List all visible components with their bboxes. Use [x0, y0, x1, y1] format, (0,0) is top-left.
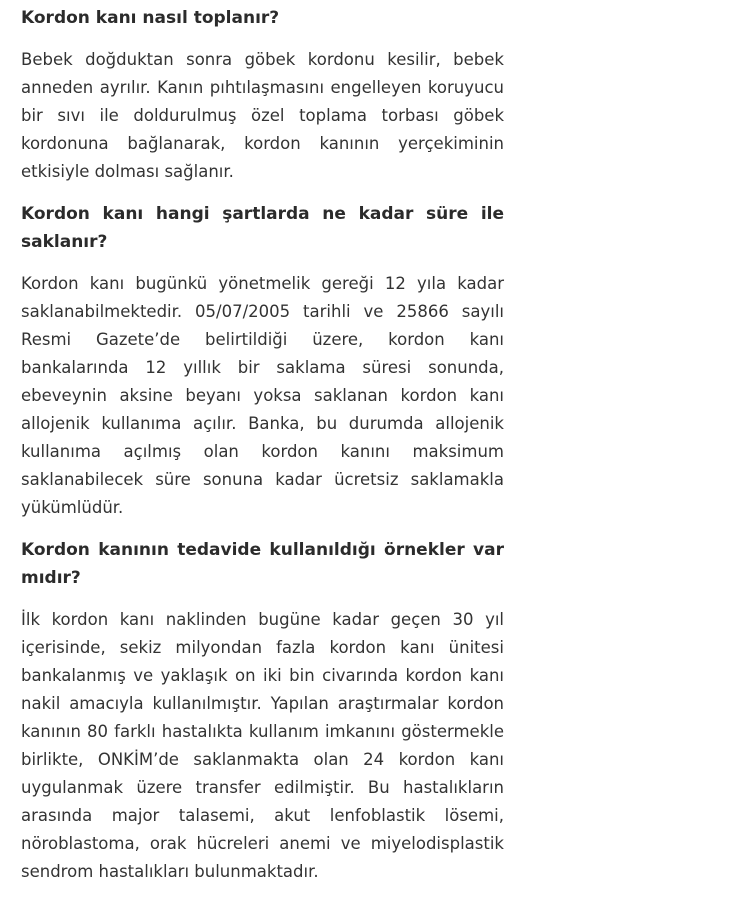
section-body-storage: Kordon kanı bugünkü yönetmelik gereği 12 yıla kadar saklanabilmektedir. 05/07/2005 tarihli ve 25866 sayılı Resmi Gazete’de belirtildiği üzere, kordon kanı bankalarında 12 yıllık bir saklama süresi sonunda, ebeveynin aksine beyanı yoksa saklanan kordon kanı allojenik kullanıma açılır. Banka, bu durumda allojenik kullanıma açılmış olan kordon kanını maksimum saklanabilecek süre sonuna kadar ücretsiz saklamakla yükümlüdür. [21, 274, 504, 517]
section-heading-collection: Kordon kanı nasıl toplanır? [21, 8, 280, 28]
article-content [21, 4, 504, 900]
section-heading-treatment: Kordon kanının tedavide kullanıldığı örnekler var mıdır? [21, 540, 504, 588]
section-body-treatment: İlk kordon kanı naklinden bugüne kadar geçen 30 yıl içerisinde, sekiz milyondan fazla kordon kanı ünitesi bankalanmış ve yaklaşık on iki bin civarında kordon kanı nakil amacıyla kullanılmıştır. Yapılan araştırmalar kordon kanının 80 farklı hastalıkta kullanım imkanını göstermekle birlikte, ONKİM’de saklanmakta olan 24 kordon kanı uygulanmak üzere transfer edilmiştir. Bu hastalıkların arasında major talasemi, akut lenfoblastik lösemi, nöroblastoma, orak hücreleri anemi ve miyelodisplastik sendrom hastalıkları bulunmaktadır. [21, 610, 504, 881]
section-heading-storage: Kordon kanı hangi şartlarda ne kadar süre ile saklanır? [21, 204, 504, 252]
section-body-collection: Bebek doğduktan sonra göbek kordonu kesilir, bebek anneden ayrılır. Kanın pıhtılaşmasını engelleyen koruyucu bir sıvı ile doldurulmuş özel toplama torbası göbek kordonuna bağlanarak, kordon kanının yerçekiminin etkisiyle dolması sağlanır. [21, 50, 504, 181]
